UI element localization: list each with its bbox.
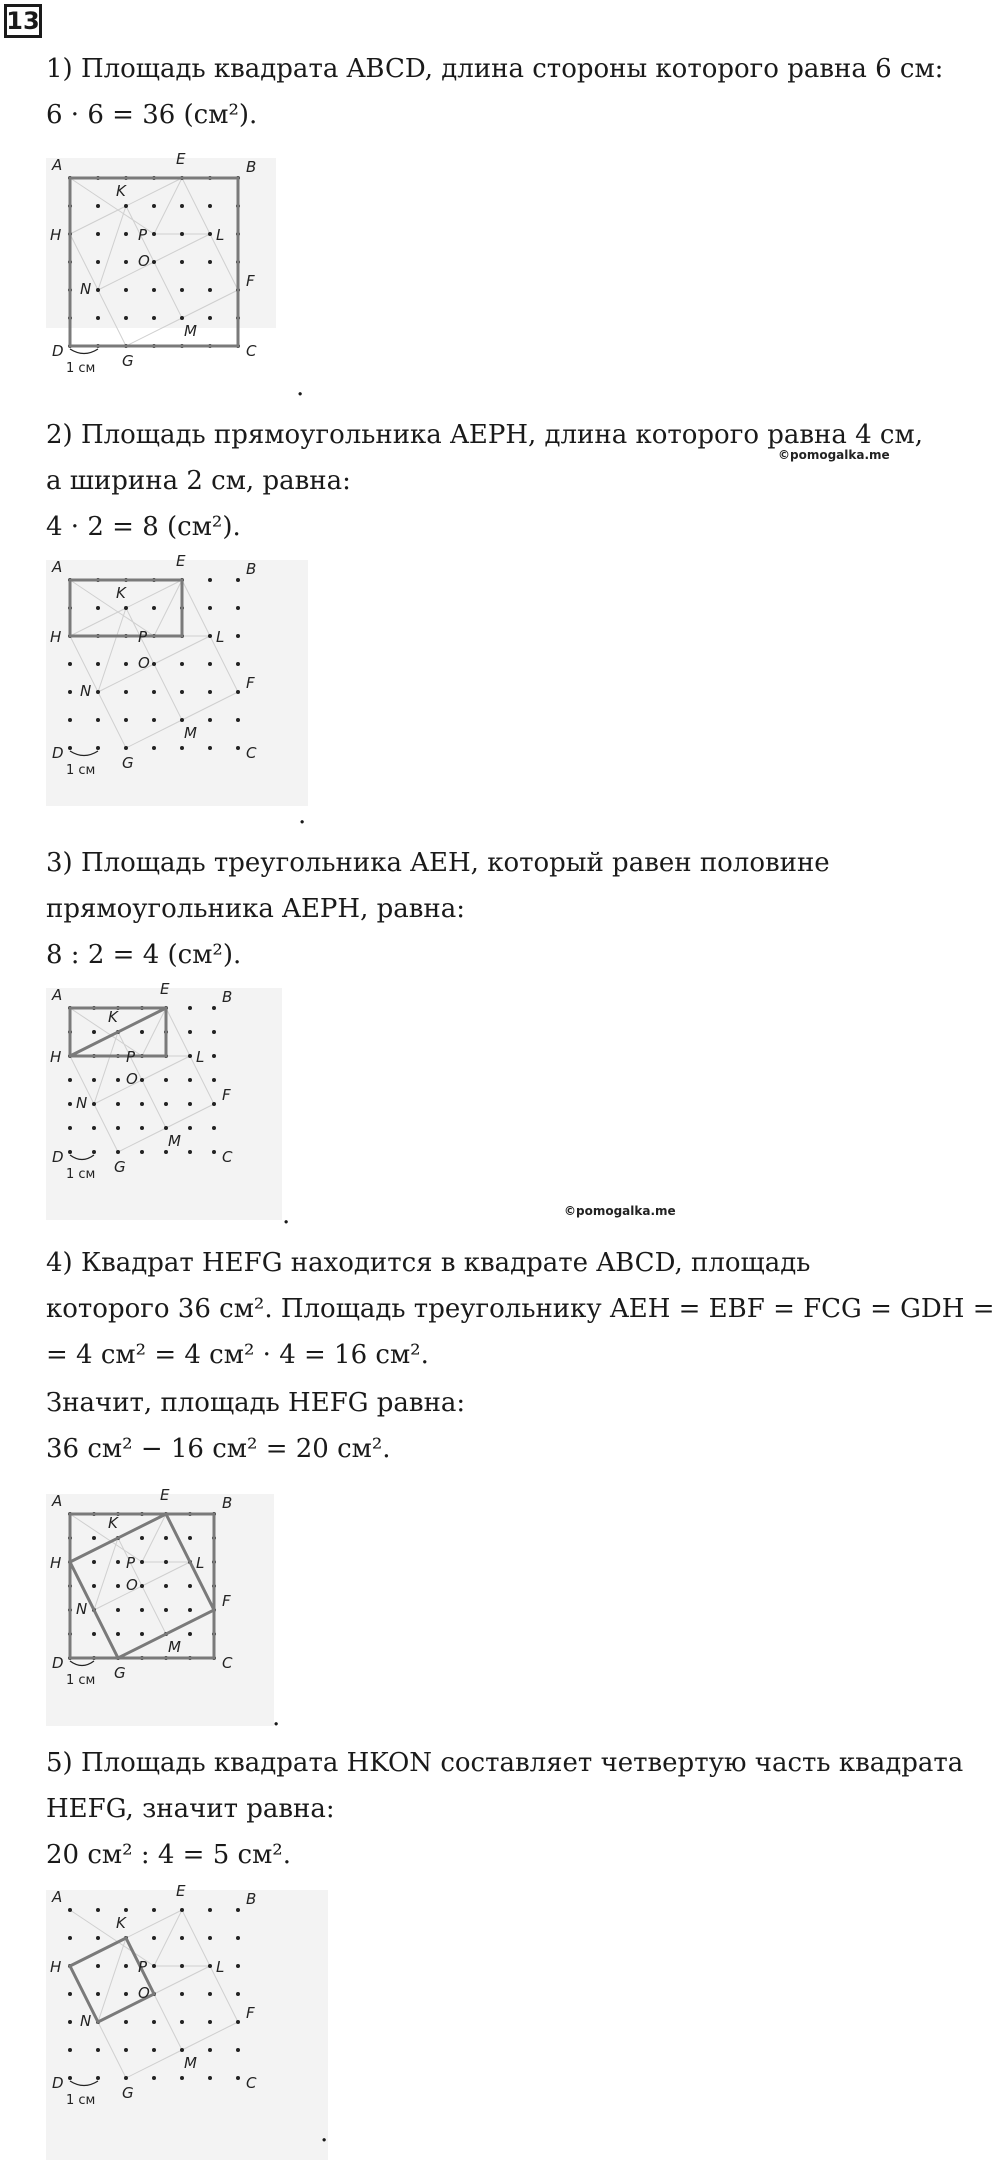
grid-dot [188,1150,192,1154]
point-label-a: A [52,1888,63,1906]
point-label-d: D [52,744,64,762]
point-label-b: B [246,1890,257,1908]
grid-dot [188,1078,192,1082]
point-label-p: P [138,1958,148,1976]
unit-label: 1 см [66,361,96,376]
grid-dot [208,204,212,208]
point-label-g: G [122,754,134,772]
grid-dot [236,2020,240,2024]
grid-dot [164,1102,168,1106]
grid-dot [208,746,212,750]
grid-dot [96,1992,100,1996]
grid-dot [124,662,128,666]
point-label-a: A [52,156,63,174]
grid-dot [96,662,100,666]
grid-dot [96,316,100,320]
point-label-p: P [138,628,148,646]
point-label-l: L [216,1958,225,1976]
s4-line-4: Значит, площадь HEFG равна: [46,1388,466,1418]
grid-dot [68,746,72,750]
grid-dot [180,232,184,236]
grid-dot [124,260,128,264]
grid-dot [188,1030,192,1034]
point-label-d: D [52,2074,64,2092]
grid-dot [152,746,156,750]
watermark: ©pomogalka.me [778,448,890,462]
s4-line-2: которого 36 см². Площадь треугольнику AEH = EBF = FCG = GDH = [46,1294,994,1324]
grid-dot [68,1992,72,1996]
s4-line-1: 4) Квадрат HEFG находится в квадрате ABCD, площадь [46,1248,811,1278]
point-label-k: K [116,1914,126,1932]
grid-dot [180,2076,184,2080]
grid-dot [236,578,240,582]
grid-dot [236,1908,240,1912]
grid-dot [188,1584,192,1588]
grid-dot [180,316,184,320]
grid-dot [236,2076,240,2080]
point-label-g: G [114,1158,126,1176]
point-label-h: H [50,1048,62,1066]
grid-dot [124,316,128,320]
point-label-d: D [52,1148,64,1166]
grid-dot [188,1102,192,1106]
grid-dot [140,1150,144,1154]
grid-dot [152,232,156,236]
point-label-k: K [116,182,126,200]
grid-dot [212,1102,216,1106]
grid-dot [212,1006,216,1010]
grid-dot [124,718,128,722]
grid-dot [212,1126,216,1130]
grid-dot [68,2048,72,2052]
point-label-d: D [52,1654,64,1672]
grid-dot [180,1992,184,1996]
grid-dot [124,690,128,694]
grid-dot [96,606,100,610]
point-label-e: E [176,150,186,168]
grid-dot [96,718,100,722]
grid-dot [96,2076,100,2080]
grid-dot [68,2020,72,2024]
grid-dot [164,1150,168,1154]
s5-line-1: 5) Площадь квадрата HKON составляет четвертую часть квадрата [46,1748,964,1778]
point-label-e: E [176,1882,186,1900]
grid-dot [92,1632,96,1636]
grid-dot [188,1006,192,1010]
grid-dot [152,2048,156,2052]
grid-dot [180,718,184,722]
point-label-o: O [138,654,150,672]
point-label-a: A [52,986,63,1004]
point-label-m: M [168,1132,181,1150]
grid-dot [96,2048,100,2052]
grid-dot [152,260,156,264]
grid-dot [140,1030,144,1034]
point-label-f: F [222,1592,231,1610]
grid-dot [96,260,100,264]
point-label-a: A [52,1492,63,1510]
grid-dot [164,1536,168,1540]
grid-dot [188,1126,192,1130]
grid-dot [152,662,156,666]
grid-dot [124,1964,128,1968]
figure-2-rectangle-aeph [46,552,308,806]
point-label-g: G [122,2084,134,2102]
grid-dot [96,232,100,236]
grid-dot [96,1964,100,1968]
grid-dot [164,1560,168,1564]
grid-dot [208,316,212,320]
grid-dot [116,1126,120,1130]
grid-dot [180,690,184,694]
grid-dot [92,1150,96,1154]
grid-dot [152,690,156,694]
grid-dot [140,1584,144,1588]
grid-dot [208,1964,212,1968]
grid-dot [152,288,156,292]
grid-dot [208,1936,212,1940]
point-label-f: F [246,272,255,290]
grid-dot [68,1150,72,1154]
grid-dot [152,1964,156,1968]
unit-label: 1 см [66,1167,96,1182]
grid-dot [92,1536,96,1540]
grid-dot [124,746,128,750]
grid-dot [124,1992,128,1996]
point-label-h: H [50,1554,62,1572]
point-label-l: L [196,1048,205,1066]
point-label-l: L [216,628,225,646]
grid-dot [152,2020,156,2024]
grid-dot [140,1536,144,1540]
grid-dot [236,662,240,666]
point-label-l: L [216,226,225,244]
grid-dot [208,578,212,582]
grid-dot [116,1584,120,1588]
grid-dot [180,1964,184,1968]
grid-dot [124,2076,128,2080]
point-label-h: H [50,1958,62,1976]
grid-dot [236,746,240,750]
point-label-n: N [80,682,92,700]
grid-dot [124,232,128,236]
point-label-c: C [246,744,257,762]
grid-dot [68,662,72,666]
grid-dot [212,1054,216,1058]
grid-dot [164,1126,168,1130]
grid-dot [208,718,212,722]
point-label-k: K [108,1514,118,1532]
grid-dot [212,1078,216,1082]
grid-dot [152,718,156,722]
point-label-g: G [122,352,134,370]
point-label-c: C [246,342,257,360]
grid-dot [92,1126,96,1130]
task-number: 13 [4,4,42,38]
point-label-b: B [222,1494,233,1512]
point-label-m: M [184,2054,197,2072]
s2-line-1: 2) Площадь прямоугольника AEPH, длина которого равна 4 см, [46,420,923,450]
grid-dot [188,1054,192,1058]
grid-dot [96,1936,100,1940]
s4-line-3: = 4 см² = 4 см² · 4 = 16 см². [46,1340,429,1370]
grid-dot [124,2020,128,2024]
grid-dot [124,204,128,208]
figure-1-square-abcd [46,150,276,376]
point-label-c: C [222,1654,233,1672]
grid-dot [116,1078,120,1082]
point-label-f: F [246,674,255,692]
s5-line-3: 20 см² : 4 = 5 см². [46,1840,291,1870]
grid-dot [152,204,156,208]
grid-dot [96,288,100,292]
point-label-e: E [176,552,186,570]
grid-dot [96,690,100,694]
grid-dot [68,1908,72,1912]
grid-dot [140,1078,144,1082]
grid-dot [140,1126,144,1130]
grid-dot [116,1560,120,1564]
grid-dot [180,1908,184,1912]
s4-line-5: 36 см² − 16 см² = 20 см². [46,1434,391,1464]
grid-dot [236,606,240,610]
grid-dot [140,1560,144,1564]
grid-dot [92,1584,96,1588]
grid-dot [68,1936,72,1940]
point-label-o: O [138,252,150,270]
grid-dot [208,1992,212,1996]
point-label-o: O [126,1070,138,1088]
grid-dot [68,690,72,694]
grid-dot [124,288,128,292]
grid-dot [116,1608,120,1612]
s2-line-3: 4 · 2 = 8 (см²). [46,512,241,542]
grid-dot [96,746,100,750]
grid-dot [208,260,212,264]
grid-dot [188,1608,192,1612]
point-label-l: L [196,1554,205,1572]
grid-dot [124,606,128,610]
grid-dot [140,1102,144,1106]
point-label-m: M [184,322,197,340]
grid-dot [208,606,212,610]
grid-dot [180,1936,184,1940]
grid-dot [124,2048,128,2052]
point-label-p: P [138,226,148,244]
grid-dot [164,1608,168,1612]
grid-dot [180,2020,184,2024]
point-label-c: C [246,2074,257,2092]
grid-dot [96,1908,100,1912]
grid-dot [116,1102,120,1106]
point-label-m: M [168,1638,181,1656]
grid-dot [208,2076,212,2080]
grid-dot [180,746,184,750]
grid-dot [188,1632,192,1636]
grid-dot [152,2076,156,2080]
grid-dot [236,690,240,694]
s3-line-3: 8 : 2 = 4 (см²). [46,940,242,970]
s5-line-2: HEFG, значит равна: [46,1794,335,1824]
grid-dot [180,260,184,264]
grid-dot [92,1102,96,1106]
grid-dot [152,1908,156,1912]
point-label-d: D [52,342,64,360]
s1-line-1: 1) Площадь квадрата ABCD, длина стороны которого равна 6 см: [46,54,944,84]
point-label-b: B [246,158,257,176]
grid-dot [236,1992,240,1996]
grid-dot [68,1078,72,1082]
point-label-k: K [116,584,126,602]
grid-dot [208,634,212,638]
s3-line-2: прямоугольника AEPH, равна: [46,894,465,924]
point-label-o: O [126,1576,138,1594]
grid-dot [164,1584,168,1588]
grid-dot [68,1102,72,1106]
point-label-c: C [222,1148,233,1166]
grid-dot [116,1150,120,1154]
figure-3-triangle-aeh [46,980,282,1220]
point-label-m: M [184,724,197,742]
watermark-2: ©pomogalka.me [564,1204,676,1218]
grid-dot [208,288,212,292]
grid-dot [208,2020,212,2024]
grid-dot [236,718,240,722]
grid-dot [124,1908,128,1912]
point-label-n: N [80,280,92,298]
grid-dot [68,718,72,722]
grid-dot [116,1632,120,1636]
s3-line-1: 3) Площадь треугольника AEH, который равен половине [46,848,830,878]
point-label-g: G [114,1664,126,1682]
point-label-e: E [160,980,170,998]
point-label-n: N [80,2012,92,2030]
point-label-h: H [50,628,62,646]
point-label-a: A [52,558,63,576]
s2-line-2: а ширина 2 см, равна: [46,466,351,496]
grid-dot [164,1078,168,1082]
figure-4-square-hefg [46,1486,274,1726]
grid-dot [92,1030,96,1034]
grid-dot [180,2048,184,2052]
grid-dot [208,662,212,666]
grid-dot [140,1608,144,1612]
grid-dot [96,204,100,208]
grid-dot [68,2076,72,2080]
grid-dot [236,1964,240,1968]
unit-label: 1 см [66,1673,96,1688]
point-label-o: O [138,1984,150,2002]
grid-dot [208,2048,212,2052]
grid-dot [236,1936,240,1940]
point-label-p: P [126,1554,136,1572]
point-label-e: E [160,1486,170,1504]
s1-line-2: 6 · 6 = 36 (см²). [46,100,258,130]
point-label-b: B [246,560,257,578]
grid-dot [212,1030,216,1034]
figure-5-square-hkon [46,1882,328,2160]
unit-label: 1 см [66,2093,96,2108]
grid-dot [236,634,240,638]
point-label-h: H [50,226,62,244]
point-label-f: F [246,2004,255,2022]
grid-dot [152,606,156,610]
grid-dot [188,1536,192,1540]
point-label-p: P [126,1048,136,1066]
point-label-b: B [222,988,233,1006]
grid-dot [92,1560,96,1564]
grid-dot [92,1078,96,1082]
point-label-n: N [76,1094,88,1112]
grid-dot [212,1150,216,1154]
grid-dot [140,1632,144,1636]
grid-dot [208,1908,212,1912]
grid-dot [208,690,212,694]
grid-dot [236,2048,240,2052]
grid-dot [152,316,156,320]
grid-dot [152,1936,156,1940]
grid-dot [180,662,184,666]
point-label-f: F [222,1086,231,1104]
point-label-k: K [108,1008,118,1026]
grid-dot [68,1126,72,1130]
grid-dot [180,204,184,208]
unit-label: 1 см [66,763,96,778]
grid-dot [180,288,184,292]
point-label-n: N [76,1600,88,1618]
grid-dot [208,232,212,236]
